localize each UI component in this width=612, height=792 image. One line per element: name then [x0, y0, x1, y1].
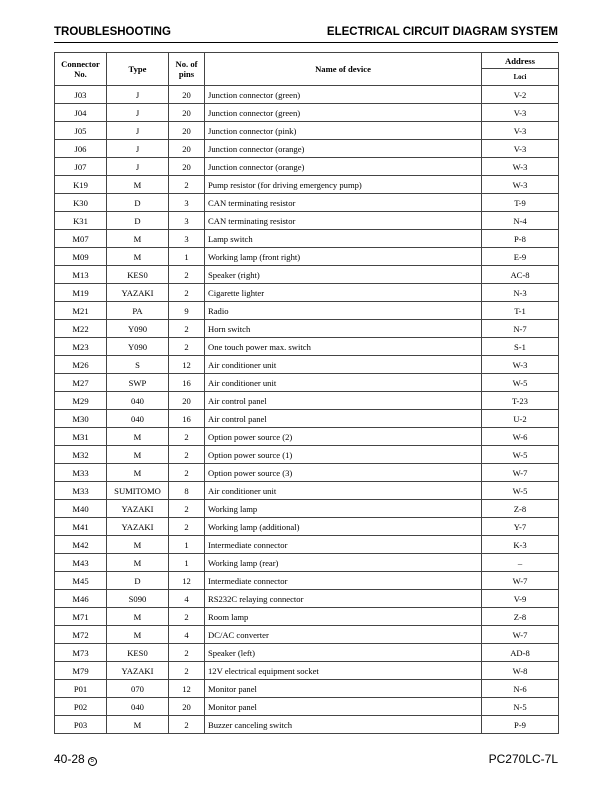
device-name-cell: Working lamp (rear): [205, 554, 482, 572]
connector-no-cell: M33: [55, 464, 107, 482]
address-cell: W-7: [482, 464, 559, 482]
table-row: [55, 176, 559, 194]
connector-no-cell: M09: [55, 248, 107, 266]
pins-cell: 20: [169, 122, 205, 140]
connector-no-cell: M26: [55, 356, 107, 374]
type-cell: YAZAKI: [107, 662, 169, 680]
type-cell: D: [107, 572, 169, 590]
device-name-cell: Buzzer canceling switch: [205, 716, 482, 734]
connector-no-cell: M29: [55, 392, 107, 410]
header-loci: Loci: [482, 69, 559, 86]
pins-cell: 3: [169, 230, 205, 248]
pins-cell: 20: [169, 158, 205, 176]
address-cell: Y-7: [482, 518, 559, 536]
address-cell: AD-8: [482, 644, 559, 662]
connector-no-cell: J03: [55, 86, 107, 104]
pins-cell: 2: [169, 446, 205, 464]
pins-cell: 12: [169, 572, 205, 590]
connector-table: [54, 52, 559, 734]
address-cell: U-2: [482, 410, 559, 428]
pins-cell: 20: [169, 698, 205, 716]
device-name-cell: Cigarette lighter: [205, 284, 482, 302]
type-cell: M: [107, 176, 169, 194]
address-cell: P-8: [482, 230, 559, 248]
type-cell: SWP: [107, 374, 169, 392]
device-name-cell: Junction connector (orange): [205, 140, 482, 158]
address-cell: W-3: [482, 356, 559, 374]
address-cell: T-9: [482, 194, 559, 212]
device-name-cell: Option power source (3): [205, 464, 482, 482]
pins-cell: 3: [169, 212, 205, 230]
table-row: [55, 608, 559, 626]
device-name-cell: Junction connector (green): [205, 104, 482, 122]
device-name-cell: Speaker (left): [205, 644, 482, 662]
device-name-cell: CAN terminating resistor: [205, 194, 482, 212]
table-row: [55, 536, 559, 554]
type-cell: Y090: [107, 320, 169, 338]
address-cell: Z-8: [482, 608, 559, 626]
connector-no-cell: P01: [55, 680, 107, 698]
device-name-cell: Working lamp (additional): [205, 518, 482, 536]
table-row: [55, 194, 559, 212]
table-row: [55, 428, 559, 446]
table-row: [55, 554, 559, 572]
pins-cell: 2: [169, 266, 205, 284]
device-name-cell: Intermediate connector: [205, 536, 482, 554]
pins-cell: 2: [169, 284, 205, 302]
page-number-text: 40-28: [54, 752, 85, 766]
connector-no-cell: M33: [55, 482, 107, 500]
device-name-cell: Air conditioner unit: [205, 374, 482, 392]
header-device: Name of device: [205, 53, 482, 86]
device-name-cell: Pump resistor (for driving emergency pump): [205, 176, 482, 194]
connector-no-cell: K19: [55, 176, 107, 194]
connector-no-cell: M23: [55, 338, 107, 356]
pins-cell: 16: [169, 410, 205, 428]
connector-no-cell: M43: [55, 554, 107, 572]
type-cell: M: [107, 446, 169, 464]
type-cell: M: [107, 230, 169, 248]
table-row: [55, 140, 559, 158]
table-row: [55, 500, 559, 518]
table-row: [55, 392, 559, 410]
address-cell: T-1: [482, 302, 559, 320]
address-cell: V-9: [482, 590, 559, 608]
pins-cell: 16: [169, 374, 205, 392]
address-cell: W-8: [482, 662, 559, 680]
connector-no-cell: M19: [55, 284, 107, 302]
pins-cell: 12: [169, 680, 205, 698]
connector-no-cell: M32: [55, 446, 107, 464]
address-cell: W-5: [482, 482, 559, 500]
pins-cell: 2: [169, 662, 205, 680]
address-cell: W-5: [482, 446, 559, 464]
type-cell: KES0: [107, 266, 169, 284]
device-name-cell: Speaker (right): [205, 266, 482, 284]
pins-cell: 9: [169, 302, 205, 320]
pins-cell: 2: [169, 428, 205, 446]
table-row: [55, 212, 559, 230]
device-name-cell: Radio: [205, 302, 482, 320]
address-cell: E-9: [482, 248, 559, 266]
type-cell: D: [107, 194, 169, 212]
device-name-cell: Air control panel: [205, 392, 482, 410]
section-title: TROUBLESHOOTING: [54, 26, 171, 38]
type-cell: M: [107, 428, 169, 446]
address-cell: T-23: [482, 392, 559, 410]
type-cell: 040: [107, 698, 169, 716]
table-row: [55, 680, 559, 698]
type-cell: YAZAKI: [107, 284, 169, 302]
address-cell: N-6: [482, 680, 559, 698]
table-row: [55, 446, 559, 464]
address-cell: W-7: [482, 572, 559, 590]
revision-mark: 5: [88, 757, 97, 766]
type-cell: J: [107, 158, 169, 176]
device-name-cell: Air conditioner unit: [205, 482, 482, 500]
table-row: [55, 356, 559, 374]
address-cell: Z-8: [482, 500, 559, 518]
pins-cell: 1: [169, 248, 205, 266]
device-name-cell: Horn switch: [205, 320, 482, 338]
connector-no-cell: M42: [55, 536, 107, 554]
header-connector-no: Connector No.: [55, 53, 107, 86]
page-header: [54, 26, 558, 43]
pins-cell: 1: [169, 536, 205, 554]
table-row: [55, 320, 559, 338]
address-cell: –: [482, 554, 559, 572]
type-cell: 040: [107, 410, 169, 428]
table-row: [55, 338, 559, 356]
type-cell: S090: [107, 590, 169, 608]
type-cell: J: [107, 86, 169, 104]
table-row: [55, 86, 559, 104]
connector-no-cell: K30: [55, 194, 107, 212]
device-name-cell: Intermediate connector: [205, 572, 482, 590]
device-name-cell: Working lamp: [205, 500, 482, 518]
address-cell: N-7: [482, 320, 559, 338]
connector-no-cell: M30: [55, 410, 107, 428]
type-cell: 070: [107, 680, 169, 698]
connector-no-cell: J04: [55, 104, 107, 122]
connector-no-cell: J07: [55, 158, 107, 176]
type-cell: M: [107, 626, 169, 644]
connector-no-cell: M13: [55, 266, 107, 284]
header-type: Type: [107, 53, 169, 86]
address-cell: V-3: [482, 122, 559, 140]
connector-no-cell: P02: [55, 698, 107, 716]
pins-cell: 2: [169, 464, 205, 482]
connector-no-cell: M22: [55, 320, 107, 338]
connector-no-cell: M40: [55, 500, 107, 518]
page-number: [54, 752, 97, 766]
type-cell: 040: [107, 392, 169, 410]
pins-cell: 2: [169, 644, 205, 662]
header-pins: No. of pins: [169, 53, 205, 86]
connector-no-cell: J06: [55, 140, 107, 158]
address-cell: W-7: [482, 626, 559, 644]
pins-cell: 8: [169, 482, 205, 500]
connector-no-cell: M27: [55, 374, 107, 392]
device-name-cell: CAN terminating resistor: [205, 212, 482, 230]
connector-no-cell: M21: [55, 302, 107, 320]
address-cell: W-5: [482, 374, 559, 392]
pins-cell: 2: [169, 608, 205, 626]
connector-no-cell: M31: [55, 428, 107, 446]
address-cell: W-3: [482, 176, 559, 194]
address-cell: S-1: [482, 338, 559, 356]
connector-no-cell: K31: [55, 212, 107, 230]
connector-no-cell: M07: [55, 230, 107, 248]
table-row: [55, 572, 559, 590]
address-cell: N-5: [482, 698, 559, 716]
connector-no-cell: M71: [55, 608, 107, 626]
device-name-cell: Junction connector (green): [205, 86, 482, 104]
connector-no-cell: P03: [55, 716, 107, 734]
table-row: [55, 374, 559, 392]
connector-no-cell: J05: [55, 122, 107, 140]
type-cell: J: [107, 104, 169, 122]
device-name-cell: Working lamp (front right): [205, 248, 482, 266]
type-cell: PA: [107, 302, 169, 320]
type-cell: KES0: [107, 644, 169, 662]
table-row: [55, 158, 559, 176]
table-row: [55, 122, 559, 140]
pins-cell: 20: [169, 392, 205, 410]
pins-cell: 2: [169, 320, 205, 338]
device-name-cell: Option power source (2): [205, 428, 482, 446]
address-cell: W-3: [482, 158, 559, 176]
type-cell: S: [107, 356, 169, 374]
pins-cell: 4: [169, 590, 205, 608]
connector-no-cell: M45: [55, 572, 107, 590]
pins-cell: 4: [169, 626, 205, 644]
device-name-cell: Junction connector (pink): [205, 122, 482, 140]
address-cell: V-3: [482, 104, 559, 122]
table-row: [55, 266, 559, 284]
table-row: [55, 716, 559, 734]
table-row: [55, 464, 559, 482]
table-row: [55, 482, 559, 500]
device-name-cell: Monitor panel: [205, 698, 482, 716]
address-cell: N-3: [482, 284, 559, 302]
table-row: [55, 590, 559, 608]
device-name-cell: Air conditioner unit: [205, 356, 482, 374]
device-name-cell: Air control panel: [205, 410, 482, 428]
type-cell: SUMITOMO: [107, 482, 169, 500]
type-cell: D: [107, 212, 169, 230]
model-name: PC270LC-7L: [488, 752, 558, 766]
type-cell: Y090: [107, 338, 169, 356]
pins-cell: 12: [169, 356, 205, 374]
connector-no-cell: M72: [55, 626, 107, 644]
device-name-cell: Junction connector (orange): [205, 158, 482, 176]
type-cell: YAZAKI: [107, 500, 169, 518]
connector-no-cell: M41: [55, 518, 107, 536]
table-row: [55, 626, 559, 644]
type-cell: J: [107, 140, 169, 158]
address-cell: N-4: [482, 212, 559, 230]
table-row: [55, 518, 559, 536]
device-name-cell: One touch power max. switch: [205, 338, 482, 356]
device-name-cell: RS232C relaying connector: [205, 590, 482, 608]
device-name-cell: Option power source (1): [205, 446, 482, 464]
connector-no-cell: M46: [55, 590, 107, 608]
table-row: [55, 410, 559, 428]
pins-cell: 1: [169, 554, 205, 572]
pins-cell: 20: [169, 140, 205, 158]
header-address: Address: [482, 53, 559, 69]
pins-cell: 2: [169, 716, 205, 734]
pins-cell: 2: [169, 338, 205, 356]
table-row: [55, 302, 559, 320]
table-row: [55, 662, 559, 680]
table-row: [55, 104, 559, 122]
device-name-cell: Lamp switch: [205, 230, 482, 248]
type-cell: M: [107, 608, 169, 626]
table-row: [55, 284, 559, 302]
type-cell: J: [107, 122, 169, 140]
chapter-title: ELECTRICAL CIRCUIT DIAGRAM SYSTEM: [326, 26, 558, 38]
device-name-cell: Monitor panel: [205, 680, 482, 698]
table-row: [55, 248, 559, 266]
pins-cell: 20: [169, 86, 205, 104]
type-cell: M: [107, 464, 169, 482]
table-row: [55, 230, 559, 248]
pins-cell: 2: [169, 176, 205, 194]
device-name-cell: DC/AC converter: [205, 626, 482, 644]
address-cell: V-2: [482, 86, 559, 104]
address-cell: P-9: [482, 716, 559, 734]
address-cell: W-6: [482, 428, 559, 446]
connector-no-cell: M73: [55, 644, 107, 662]
type-cell: M: [107, 248, 169, 266]
pins-cell: 2: [169, 518, 205, 536]
device-name-cell: Room lamp: [205, 608, 482, 626]
address-cell: V-3: [482, 140, 559, 158]
address-cell: AC-8: [482, 266, 559, 284]
pins-cell: 3: [169, 194, 205, 212]
type-cell: M: [107, 716, 169, 734]
pins-cell: 2: [169, 500, 205, 518]
type-cell: M: [107, 536, 169, 554]
address-cell: K-3: [482, 536, 559, 554]
type-cell: YAZAKI: [107, 518, 169, 536]
table-row: [55, 698, 559, 716]
connector-no-cell: M79: [55, 662, 107, 680]
type-cell: M: [107, 554, 169, 572]
device-name-cell: 12V electrical equipment socket: [205, 662, 482, 680]
pins-cell: 20: [169, 104, 205, 122]
table-row: [55, 644, 559, 662]
